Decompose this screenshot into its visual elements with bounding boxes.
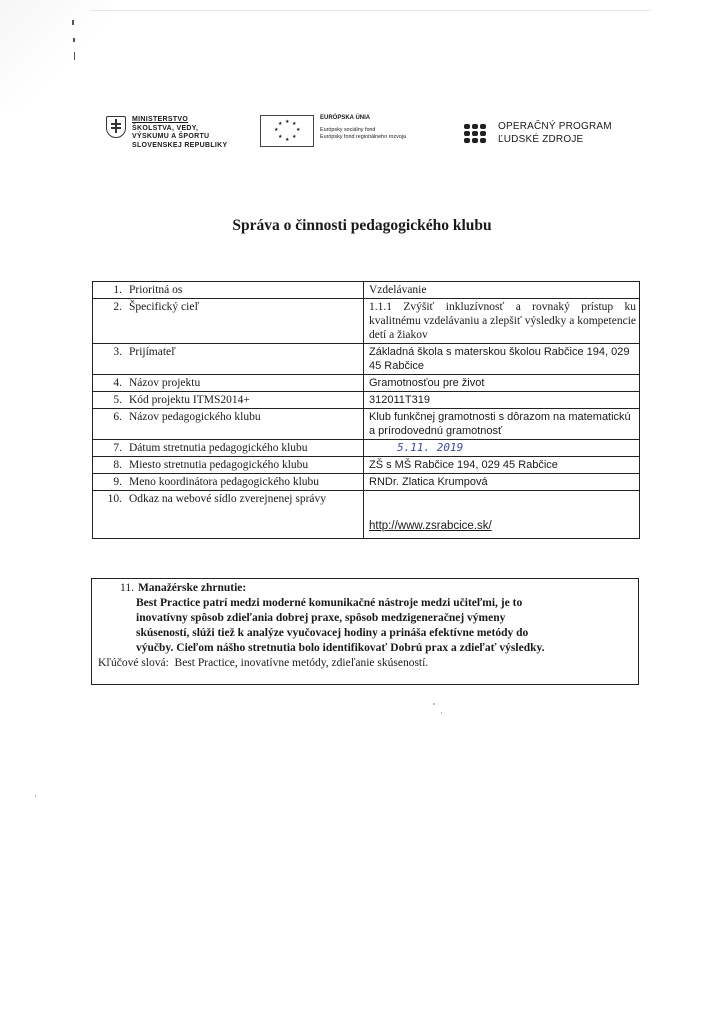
row-value: RNDr. Zlatica Krumpová — [364, 474, 640, 491]
row-value: Vzdelávanie — [364, 282, 640, 299]
table-row — [93, 299, 640, 344]
summary-heading: 11. Manažérske zhrnutie: — [120, 582, 247, 594]
table-row — [93, 344, 640, 375]
scan-speck — [433, 703, 435, 705]
page-title: Správa o činnosti pedagogického klubu — [232, 217, 492, 234]
eu-funds-text: EURÓPSKA ÚNIA Európsky sociálny fond Európsky fond regionálneho rozvoja — [320, 115, 407, 140]
table-row — [93, 282, 640, 299]
scan-speck — [441, 712, 442, 714]
table-row — [93, 409, 640, 440]
scan-mark — [72, 20, 74, 25]
ministry-logo — [106, 116, 227, 150]
row-label: 1. Prioritná os — [93, 282, 364, 299]
row-label: 5. Kód projektu ITMS2014+ — [93, 392, 364, 409]
eu-logo — [260, 115, 406, 147]
website-link[interactable]: http://www.zsrabcice.sk/ — [369, 520, 492, 532]
row-label: 7. Dátum stretnutia pedagogického klubu — [93, 440, 364, 457]
row-label: 8. Miesto stretnutia pedagogického klubu — [93, 457, 364, 474]
row-value: Gramotnosťou pre život — [364, 375, 640, 392]
scan-mark — [73, 38, 75, 42]
table-row — [93, 474, 640, 491]
scan-shadow — [0, 0, 110, 110]
op-name: OPERAČNÝ PROGRAM ĽUDSKÉ ZDROJE — [498, 121, 612, 145]
scan-edge-line — [90, 10, 650, 11]
table-row — [93, 375, 640, 392]
scan-mark — [74, 52, 75, 60]
row-value: ZŠ s MŠ Rabčice 194, 029 45 Rabčice — [364, 457, 640, 474]
row-label: 4. Názov projektu — [93, 375, 364, 392]
row-label: 9. Meno koordinátora pedagogického klubu — [93, 474, 364, 491]
ministry-name: MINISTERSTVO ŠKOLSTVA, VEDY, VÝSKUMU A ŠPORTU SLOVENSKEJ REPUBLIKY — [132, 116, 228, 149]
row-value: Základná škola s materskou školou Rabčice 194, 029 45 Rabčice — [364, 344, 640, 375]
logo-strip — [0, 112, 724, 156]
summary-body: Best Practice patrí medzi moderné komunikačné nástroje medzi učiteľmi, je to inovatívny spôsob zdieľania dobrej praxe, spôsob medzigeneračnej výmeny skúseností, slúži tiež k analýze vyučovacej hodiny a prináša efektívne metódy do výučby. Cieľom nášho stretnutia bolo identifikovať Dobrú prax a zdieľať výsledky. — [136, 597, 545, 654]
op-logo — [464, 120, 612, 146]
eu-flag-icon: ★ ★ ★ ★ ★ ★ ★ ★ — [260, 115, 314, 147]
handwritten-date: 5.11. 2019 — [397, 441, 464, 454]
row-value — [364, 491, 640, 539]
row-label: 3. Prijímateľ — [93, 344, 364, 375]
table-row — [93, 491, 640, 539]
row-value: 312011T319 — [364, 392, 640, 409]
slovak-crest-icon — [106, 116, 126, 138]
row-value: 1.1.1 Zvýšiť inkluzívnosť a rovnaký prístup ku kvalitnému vzdelávaniu a zlepšiť výsledky a kompetencie detí a žiakov — [364, 299, 640, 344]
management-summary — [91, 578, 639, 685]
row-label: 6. Názov pedagogického klubu — [93, 409, 364, 440]
row-label: 2. Špecifický cieľ — [93, 299, 364, 344]
table-row — [93, 457, 640, 474]
row-label: 10. Odkaz na webové sídlo zverejnenej správy — [93, 491, 364, 539]
scan-speck — [35, 795, 36, 797]
table-row — [93, 392, 640, 409]
row-value — [364, 440, 640, 457]
table-row — [93, 440, 640, 457]
row-value: Klub funkčnej gramotnosti s dôrazom na matematickú a prírodovednú gramotnosť — [364, 409, 640, 440]
keywords: Kľúčové slová: Best Practice, inovatívne metódy, zdieľanie skúseností. — [98, 657, 429, 669]
op-dots-icon — [464, 124, 486, 143]
project-info-table — [92, 281, 640, 539]
